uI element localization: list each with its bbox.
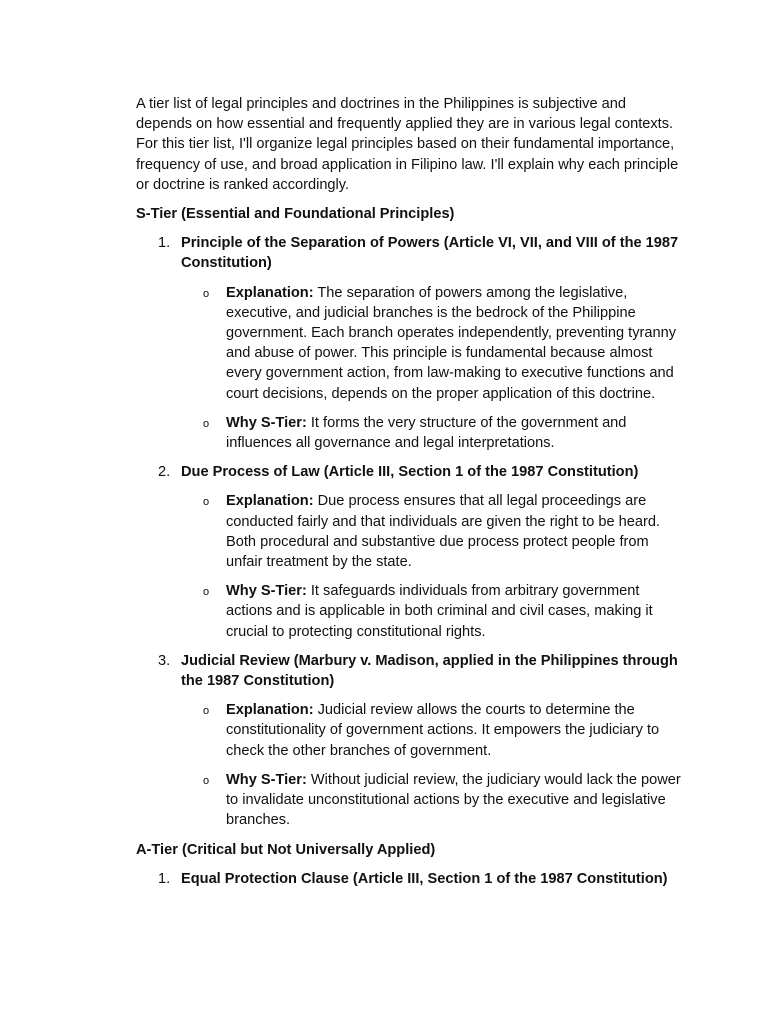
- point-list: [181, 283, 684, 454]
- why-tier-point: [181, 413, 684, 453]
- explanation-point: [181, 283, 684, 404]
- bullet-icon: o: [203, 496, 210, 509]
- s-tier-list: [136, 233, 684, 830]
- point-list: [181, 700, 684, 830]
- a-tier-item-equal-protection: [136, 869, 684, 889]
- s-tier-item-separation-of-powers: [136, 233, 684, 453]
- point-list: [181, 491, 684, 641]
- bullet-icon: o: [203, 287, 210, 300]
- list-number: 1.: [158, 235, 171, 252]
- point-lead: Why S-Tier:: [226, 414, 307, 431]
- list-number: 3.: [158, 652, 171, 669]
- list-number: 1.: [158, 870, 171, 887]
- point-text: The separation of powers among the legislative, executive, and judicial branches is the bedrock of the Philippine government. Each branch operates independently, preventing tyranny and abuse of power. This principle is fundamental because almost every government action, from law-making to executive functions and court decisions, depends on the proper application of this doctrine.: [226, 284, 676, 402]
- s-tier-item-due-process: [136, 462, 684, 642]
- point-text: Due process ensures that all legal proceedings are conducted fairly and that individuals are given the right to be heard. Both procedural and substantive due process protect people from unfair treatment by the state.: [226, 493, 661, 571]
- point-lead: Explanation:: [226, 493, 314, 510]
- list-number: 2.: [158, 464, 171, 481]
- a-tier-list: [136, 869, 684, 889]
- bullet-icon: o: [203, 417, 210, 430]
- bullet-icon: o: [203, 705, 210, 718]
- point-lead: Explanation:: [226, 284, 314, 301]
- principle-title: Due Process of Law (Article III, Section 1 of the 1987 Constitution): [181, 464, 639, 481]
- point-lead: Why S-Tier:: [226, 583, 307, 600]
- point-text: It safeguards individuals from arbitrary government actions and is applicable in both criminal and civil cases, making it crucial to protecting constitutional rights.: [226, 583, 653, 640]
- s-tier-item-judicial-review: [136, 651, 684, 831]
- a-tier-heading: A-Tier (Critical but Not Universally Applied): [136, 841, 436, 858]
- point-text: Judicial review allows the courts to determine the constitutionality of government actions. It empowers the judiciary to check the other branches of government.: [226, 702, 660, 759]
- point-lead: Why S-Tier:: [226, 771, 307, 788]
- why-tier-point: [181, 770, 684, 831]
- principle-title: Equal Protection Clause (Article III, Section 1 of the 1987 Constitution): [181, 870, 668, 887]
- bullet-icon: o: [203, 586, 210, 599]
- point-text: Without judicial review, the judiciary would lack the power to invalidate unconstitutional actions by the executive and legislative branches.: [226, 771, 681, 829]
- principle-title: Principle of the Separation of Powers (Article VI, VII, and VIII of the 1987 Constitution): [181, 235, 679, 272]
- point-text: It forms the very structure of the government and influences all governance and legal interpretations.: [226, 414, 627, 452]
- document-page: [136, 94, 684, 898]
- s-tier-heading: S-Tier (Essential and Foundational Principles): [136, 206, 455, 223]
- explanation-point: [181, 700, 684, 761]
- intro-paragraph: A tier list of legal principles and doctrines in the Philippines is subjective and depends on how essential and frequently applied they are in various legal contexts. For this tier list, I'll organize legal principles based on their fundamental importance, frequency of use, and broad application in Filipino law. I'll explain why each principle or doctrine is ranked accordingly.: [136, 96, 679, 193]
- point-lead: Explanation:: [226, 702, 314, 719]
- why-tier-point: [181, 581, 684, 642]
- bullet-icon: o: [203, 774, 210, 787]
- principle-title: Judicial Review (Marbury v. Madison, applied in the Philippines through the 1987 Constitution): [181, 652, 678, 690]
- explanation-point: [181, 491, 684, 572]
